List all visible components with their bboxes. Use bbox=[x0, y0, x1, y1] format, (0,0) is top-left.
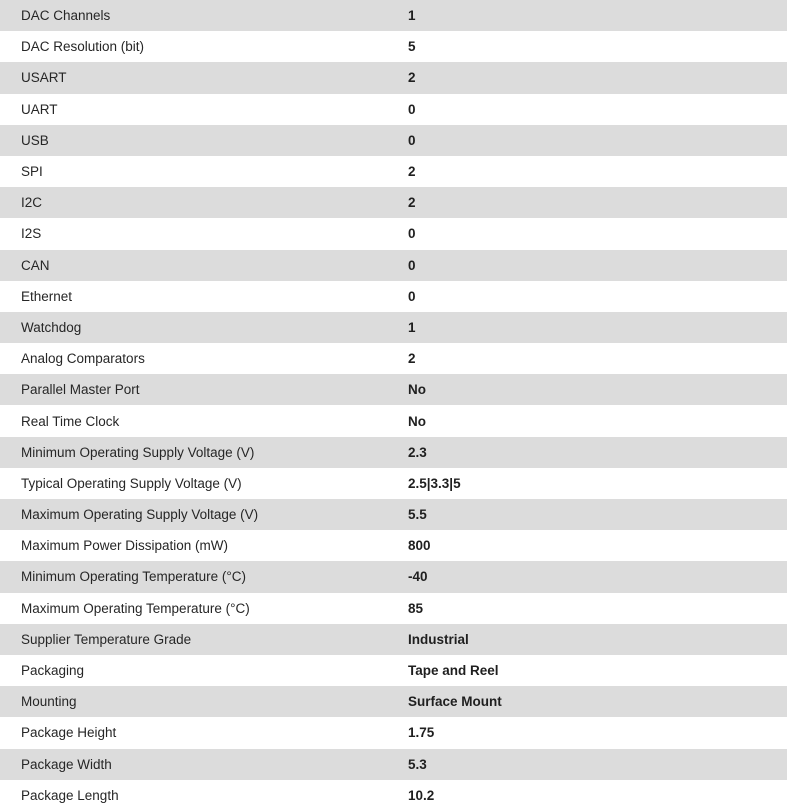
spec-label: DAC Resolution (bit) bbox=[21, 39, 145, 55]
spec-value: Surface Mount bbox=[408, 694, 502, 710]
spec-label: Package Height bbox=[21, 725, 117, 741]
spec-label: DAC Channels bbox=[21, 8, 111, 24]
spec-value: 1.75 bbox=[408, 725, 435, 741]
spec-value: -40 bbox=[408, 569, 428, 585]
spec-label: Packaging bbox=[21, 663, 85, 679]
spec-value: 5.5 bbox=[408, 507, 427, 523]
table-row bbox=[0, 561, 787, 592]
spec-label: Minimum Operating Supply Voltage (V) bbox=[21, 444, 255, 460]
spec-value: Industrial bbox=[408, 631, 469, 647]
table-row bbox=[0, 530, 787, 561]
spec-label: Real Time Clock bbox=[21, 413, 120, 429]
spec-label: Package Length bbox=[21, 787, 119, 803]
spec-label: Maximum Power Dissipation (mW) bbox=[21, 538, 229, 554]
spec-label: Maximum Operating Supply Voltage (V) bbox=[21, 507, 259, 523]
table-row bbox=[0, 31, 787, 62]
spec-value: 0 bbox=[408, 288, 416, 304]
spec-label: Package Width bbox=[21, 756, 112, 772]
spec-value: 85 bbox=[408, 600, 424, 616]
table-row bbox=[0, 655, 787, 686]
spec-label: Typical Operating Supply Voltage (V) bbox=[21, 475, 242, 491]
spec-value: Tape and Reel bbox=[408, 663, 499, 679]
spec-value: 2.3 bbox=[408, 444, 427, 460]
spec-label: Parallel Master Port bbox=[21, 382, 140, 398]
table-row bbox=[0, 250, 787, 281]
spec-label: Analog Comparators bbox=[21, 351, 145, 367]
table-row bbox=[0, 717, 787, 748]
table-row bbox=[0, 281, 787, 312]
spec-value: 5 bbox=[408, 39, 416, 55]
spec-label: Supplier Temperature Grade bbox=[21, 631, 192, 647]
spec-value: 0 bbox=[408, 132, 416, 148]
spec-label: CAN bbox=[21, 257, 50, 273]
spec-label: Watchdog bbox=[21, 319, 82, 335]
spec-value: 1 bbox=[408, 319, 416, 335]
table-row bbox=[0, 374, 787, 405]
spec-label: I2S bbox=[21, 226, 42, 242]
spec-value: 2 bbox=[408, 351, 416, 367]
table-row bbox=[0, 343, 787, 374]
spec-value: 800 bbox=[408, 538, 431, 554]
table-row bbox=[0, 187, 787, 218]
table-row bbox=[0, 499, 787, 530]
spec-value: 0 bbox=[408, 101, 416, 117]
spec-label: I2C bbox=[21, 195, 43, 211]
table-row bbox=[0, 62, 787, 93]
table-row bbox=[0, 156, 787, 187]
table-row bbox=[0, 94, 787, 125]
table-row bbox=[0, 593, 787, 624]
spec-label: SPI bbox=[21, 164, 43, 180]
spec-value: 0 bbox=[408, 257, 416, 273]
table-row bbox=[0, 749, 787, 780]
table-row bbox=[0, 624, 787, 655]
spec-label: USB bbox=[21, 132, 49, 148]
spec-value: No bbox=[408, 413, 426, 429]
table-row bbox=[0, 125, 787, 156]
table-row bbox=[0, 468, 787, 499]
table-row bbox=[0, 312, 787, 343]
table-row bbox=[0, 0, 787, 31]
spec-label: Mounting bbox=[21, 694, 77, 710]
spec-label: USART bbox=[21, 70, 67, 86]
table-row bbox=[0, 780, 787, 811]
spec-value: 2.5|3.3|5 bbox=[408, 475, 461, 491]
spec-value: 1 bbox=[408, 8, 416, 24]
spec-value: 2 bbox=[408, 164, 416, 180]
table-row bbox=[0, 405, 787, 436]
spec-value: No bbox=[408, 382, 426, 398]
spec-value: 2 bbox=[408, 195, 416, 211]
spec-label: UART bbox=[21, 101, 58, 117]
spec-value: 5.3 bbox=[408, 756, 427, 772]
table-row bbox=[0, 686, 787, 717]
spec-label: Minimum Operating Temperature (°C) bbox=[21, 569, 246, 585]
table-row bbox=[0, 218, 787, 249]
spec-value: 10.2 bbox=[408, 787, 435, 803]
spec-label: Maximum Operating Temperature (°C) bbox=[21, 600, 250, 616]
spec-value: 0 bbox=[408, 226, 416, 242]
spec-label: Ethernet bbox=[21, 288, 73, 304]
table-row bbox=[0, 437, 787, 468]
spec-value: 2 bbox=[408, 70, 416, 86]
